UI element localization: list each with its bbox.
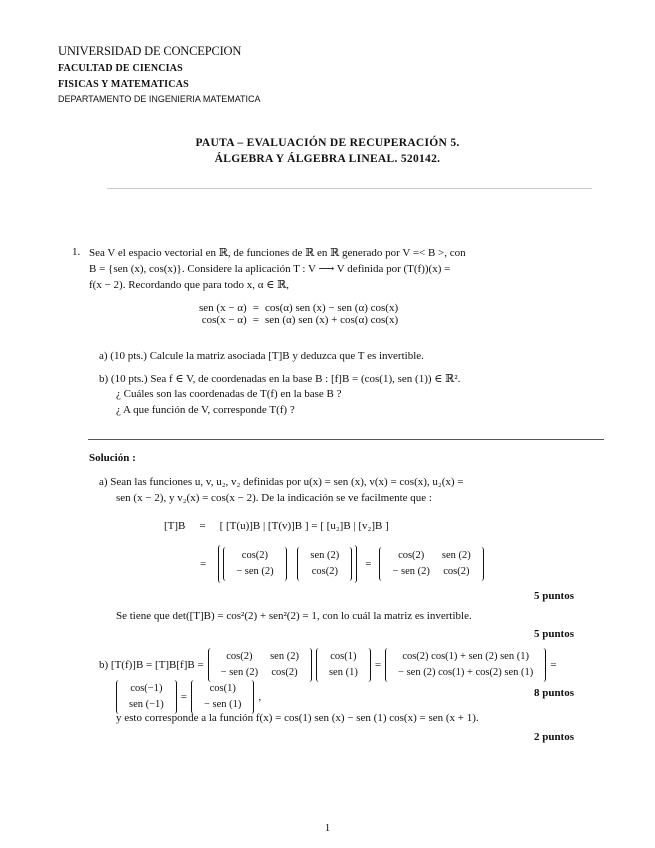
matrix-tb bbox=[379, 547, 483, 581]
matrix-cell: − sen (1) bbox=[204, 699, 242, 710]
matrix-cell: sen (2) bbox=[270, 651, 299, 662]
points-label: 5 puntos bbox=[533, 590, 574, 602]
column-vector-tv bbox=[297, 547, 352, 581]
matrix-cell: sen (1) bbox=[328, 667, 358, 678]
vector-product bbox=[385, 648, 546, 682]
department-name: DEPARTAMENTO DE INGENIERIA MATEMATICA bbox=[58, 94, 261, 104]
title-divider bbox=[107, 188, 592, 189]
matrix-cell: − sen (2) bbox=[220, 667, 259, 678]
equals-sign: = bbox=[180, 691, 188, 703]
faculty-name: FACULTAD DE CIENCIAS bbox=[58, 63, 183, 74]
outer-matrix bbox=[218, 545, 357, 583]
problem-number: 1. bbox=[72, 246, 81, 258]
matrix-cell: cos(2) bbox=[241, 550, 269, 561]
tb-equation-row-1 bbox=[164, 520, 389, 532]
tb-equation-row-2 bbox=[200, 545, 484, 583]
part-a-statement: a) (10 pts.) Calcule la matriz asociada [T]B y deduzca que T es invertible. bbox=[99, 350, 424, 362]
identity-row bbox=[196, 302, 401, 314]
part-b-statement: b) (10 pts.) Sea f ∈ V, de coordenadas en la base B : [f]B = (cos(1), sen (1)) ∈ ℝ². bbox=[99, 373, 461, 385]
matrix-cell: sen (2) bbox=[310, 550, 340, 561]
identity-eq: = bbox=[252, 302, 259, 314]
matrix-cell: sen (−1) bbox=[129, 699, 164, 710]
university-name: UNIVERSIDAD DE CONCEPCION bbox=[58, 44, 242, 58]
matrix-cell: cos(2) cos(1) + sen (2) sen (1) bbox=[402, 651, 529, 662]
tf-lhs: b) [T(f)]B = [T]B[f]B = bbox=[99, 659, 204, 671]
part-b-equation-row-1 bbox=[99, 648, 556, 682]
matrix-cell: cos(2) bbox=[398, 550, 425, 561]
solution-a-line-1: a) Sean las funciones u, v, u₂, v₂ definidas por u(x) = sen (x), v(x) = cos(x), u₂(x) = bbox=[99, 476, 464, 488]
points-label: 8 puntos bbox=[533, 687, 574, 699]
final-function-line: y esto corresponde a la función f(x) = cos(1) sen (x) − sen (1) cos(x) = sen (x + 1). bbox=[116, 712, 479, 724]
vector-result bbox=[191, 680, 254, 714]
part-b-question-2: ¿ A que función de V, corresponde T(f) ? bbox=[116, 404, 295, 416]
problem-line-3: f(x − 2). Recordando que para todo x, α ∈ ℝ, bbox=[89, 279, 290, 291]
vector-f bbox=[316, 648, 371, 682]
identity-row bbox=[196, 314, 401, 326]
page-number: 1 bbox=[324, 822, 331, 834]
identity-lhs: sen (x − α) bbox=[199, 302, 247, 314]
matrix-cell: cos(2) bbox=[271, 667, 298, 678]
equals-sign: = bbox=[199, 520, 206, 532]
part-b-question-1: ¿ Cuáles son las coordenadas de T(f) en la base B ? bbox=[116, 388, 342, 400]
part-b-equation-row-2 bbox=[116, 680, 261, 714]
equals-sign: = bbox=[200, 558, 207, 570]
matrix-cell: − sen (2) bbox=[392, 566, 430, 577]
equals-sign: = bbox=[374, 659, 382, 671]
document-title-line1: PAUTA – EVALUACIÓN DE RECUPERACIÓN 5. bbox=[195, 137, 460, 149]
matrix-cell: cos(−1) bbox=[130, 683, 163, 694]
tb-columns: [ [T(u)]B | [T(v)]B ] = [ [u₂]B | [v₂]B ] bbox=[219, 520, 389, 532]
matrix-tb-b bbox=[208, 648, 312, 682]
document-title-line2: ÁLGEBRA Y ÁLGEBRA LINEAL. 520142. bbox=[214, 153, 441, 165]
problem-line-2: B = {sen (x), cos(x)}. Considere la aplicación T : V ⟶ V definida por (T(f))(x) = bbox=[89, 263, 451, 275]
matrix-cell: cos(1) bbox=[209, 683, 236, 694]
matrix-cell: cos(2) bbox=[311, 566, 338, 577]
solution-divider bbox=[88, 439, 604, 440]
equals-sign: = bbox=[365, 558, 372, 570]
matrix-cell: − sen (2) cos(1) + cos(2) sen (1) bbox=[398, 667, 534, 678]
solution-heading: Solución : bbox=[89, 452, 136, 464]
matrix-cell: − sen (2) bbox=[236, 566, 274, 577]
matrix-cell: cos(1) bbox=[330, 651, 357, 662]
identity-rhs: sen (α) sen (x) + cos(α) cos(x) bbox=[264, 314, 399, 326]
solution-a-line-2: sen (x − 2), y v₂(x) = cos(x − 2). De la indicación se ve facilmente que : bbox=[116, 492, 432, 504]
vector-neg1 bbox=[116, 680, 177, 714]
matrix-cell: cos(2) bbox=[226, 651, 253, 662]
points-label: 5 puntos bbox=[533, 628, 574, 640]
problem-line-1: Sea V el espacio vectorial en ℝ, de funciones de ℝ en ℝ generado por V =< B >, con bbox=[89, 247, 466, 259]
matrix-cell: sen (2) bbox=[441, 550, 471, 561]
points-label: 2 puntos bbox=[533, 731, 574, 743]
tb-lhs: [T]B bbox=[164, 520, 186, 532]
column-vector-tu bbox=[223, 547, 286, 581]
equals-sign: = bbox=[550, 659, 557, 671]
identity-eq: = bbox=[252, 314, 259, 326]
trig-identities bbox=[196, 302, 401, 326]
matrix-cell: cos(2) bbox=[443, 566, 470, 577]
determinant-line: Se tiene que det([T]B) = cos²(2) + sen²(2) = 1, con lo cuál la matriz es invertible. bbox=[116, 610, 472, 622]
identity-rhs: cos(α) sen (x) − sen (α) cos(x) bbox=[264, 302, 399, 314]
comma: , bbox=[258, 691, 262, 703]
identity-lhs: cos(x − α) bbox=[201, 314, 247, 326]
faculty-name-2: FISICAS Y MATEMATICAS bbox=[58, 79, 189, 90]
